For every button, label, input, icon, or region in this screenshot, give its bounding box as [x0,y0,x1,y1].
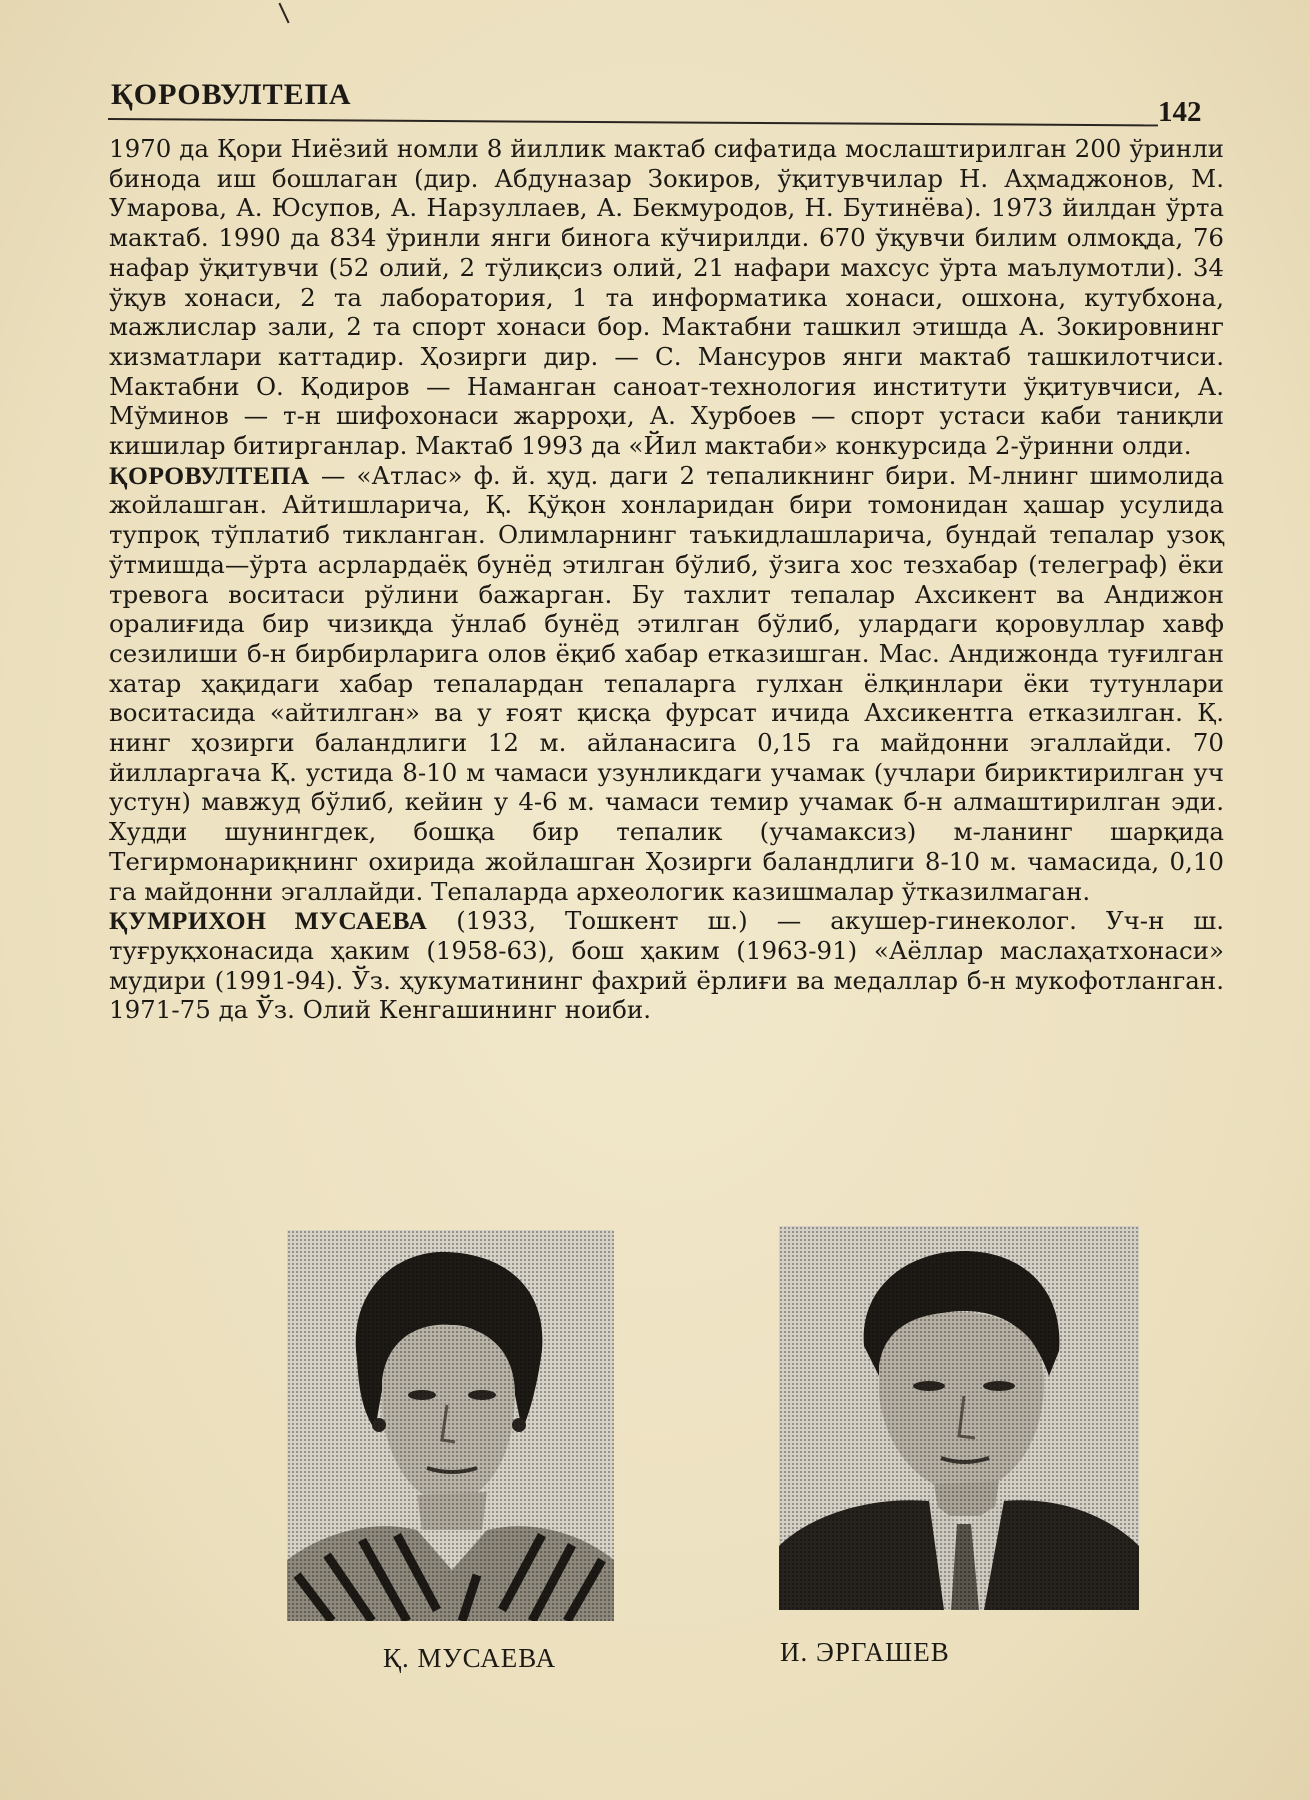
photo-caption-ergashev: И. ЭРГАШЕВ [780,1637,950,1667]
header-rule [108,118,1158,126]
entry-text: 1970 да Қори Ниёзий номли 8 йиллик мактаб сифатида мослаштирилган 200 ўринли бинода иш бошлаган (дир. Абдуназар Зокиров, ўқитувчилар Н. Аҳмаджонов, М. Умарова, А. Юсупов, А. Нарзуллаев, А. Бекмуродов, Н. Бутинёва). 1973 йилдан ўрта мактаб. 1990 да 834 ўринли янги бинога кўчирилди. 670 ўқувчи билим олмоқда, 76 нафар ўқитувчи (52 олий, 2 тўлиқсиз олий, 21 нафари махсус ўрта маълумотли). 34 ўқув хонаси, 2 та лаборатория, 1 та информатика хонаси, ошхона, кутубхона, мажлислар зали, 2 та спорт хонаси бор. Мактабни ташкил этишда А. Зокировнинг хизматлари каттадир. Ҳозирги дир. — С. Мансуров янги мактаб ташкилотчиси. Мактабни О. Қодиров — Наманган саноат-технология институти ўқитувчиси, А. Мўминов — т-н шифохонаси жарроҳи, А. Хурбоев — спорт устаси каби таниқли кишилар битирганлар. Мактаб 1993 да «Йил мактаби» конкурсида 2-ўринни олди. [109,134,1224,461]
portrait-photo-musaeva [287,1230,614,1621]
portrait-photo-ergashev [779,1226,1139,1610]
page-number: 142 [1158,96,1202,128]
entry-title: ҚУМРИХОН МУСАЕВА [109,906,428,936]
photo-caption-musaeva: Қ. МУСАЕВА [383,1643,557,1673]
pen-mark [278,3,289,24]
entry-text: (1933, Тошкент ш.) — акушер-гинеколог. Уч-н ш. туғруқхонасида ҳаким (1958-63), бош ҳаким (1963-91) «Аёллар маслаҳатхонаси» мудири (1991-94). Ўз. ҳукуматининг фахрий ёрлиғи ва медаллар б-н мукофотланган. 1971-75 да Ўз. Олий Кенгашининг ноиби. [109,906,1224,1025]
entry-kumrikhon-musaeva [109,906,1224,1025]
portrait-woman-image [287,1230,614,1621]
entry-title: ҚОРОВУЛТЕПА [109,460,310,490]
portrait-man-image [779,1226,1139,1610]
article-body [109,134,1224,1025]
entry-continuation [109,134,1224,461]
running-head: ҚОРОВУЛТЕПА [111,78,352,111]
entry-text: — «Атлас» ф. й. ҳуд. даги 2 тепаликнинг бири. М-лнинг шимолида жойлашган. Айтишларича, Қ. Қўқон хонларидан бири томонидан ҳашар усулида тупроқ тўплатиб тикланган. Олимларнинг таъкидлашларича, бундай тепалар узоқ ўтмишда—ўрта асрлардаёқ бунёд этилган бўлиб, ўзига хос тезхабар (телеграф) ёки тревога воситаси рўлини бажарган. Бу тахлит тепалар Ахсикент ва Андижон оралиғида бир чизиқда ўнлаб бунёд этилган бўлиб, улардаги қоровуллар хавф сезилиши б-н бирбирларига олов ёқиб хабар етказишган. Мас. Андижонда туғилган хатар ҳақидаги хабар тепалардан тепаларга гулхан ёлқинлари ёки тутунлари воситасида «айтилган» ва у ғоят қисқа фурсат ичида Ахсикентга етказилган. Қ. нинг ҳозирги баландлиги 12 м. айланасига 0,15 га майдонни эгаллайди. 70 йилларгача Қ. устида 8-10 м чамаси узунликдаги учамак (учлари бириктирилган уч устун) мавжуд бўлиб, кейин у 4-6 м. чамаси темир учамак б-н алмаштирилган эди. Худди шунингдек, бошқа бир тепалик (учамаксиз) м-ланинг шарқида Тегирмонариқнинг охирида жойлашган Ҳозирги баландлиги 8-10 м. чамасида, 0,10 га майдонни эгаллайди. Тепаларда археологик казишмалар ўтказилмаган. [109,460,1224,906]
entry-korovultepa [109,461,1224,907]
